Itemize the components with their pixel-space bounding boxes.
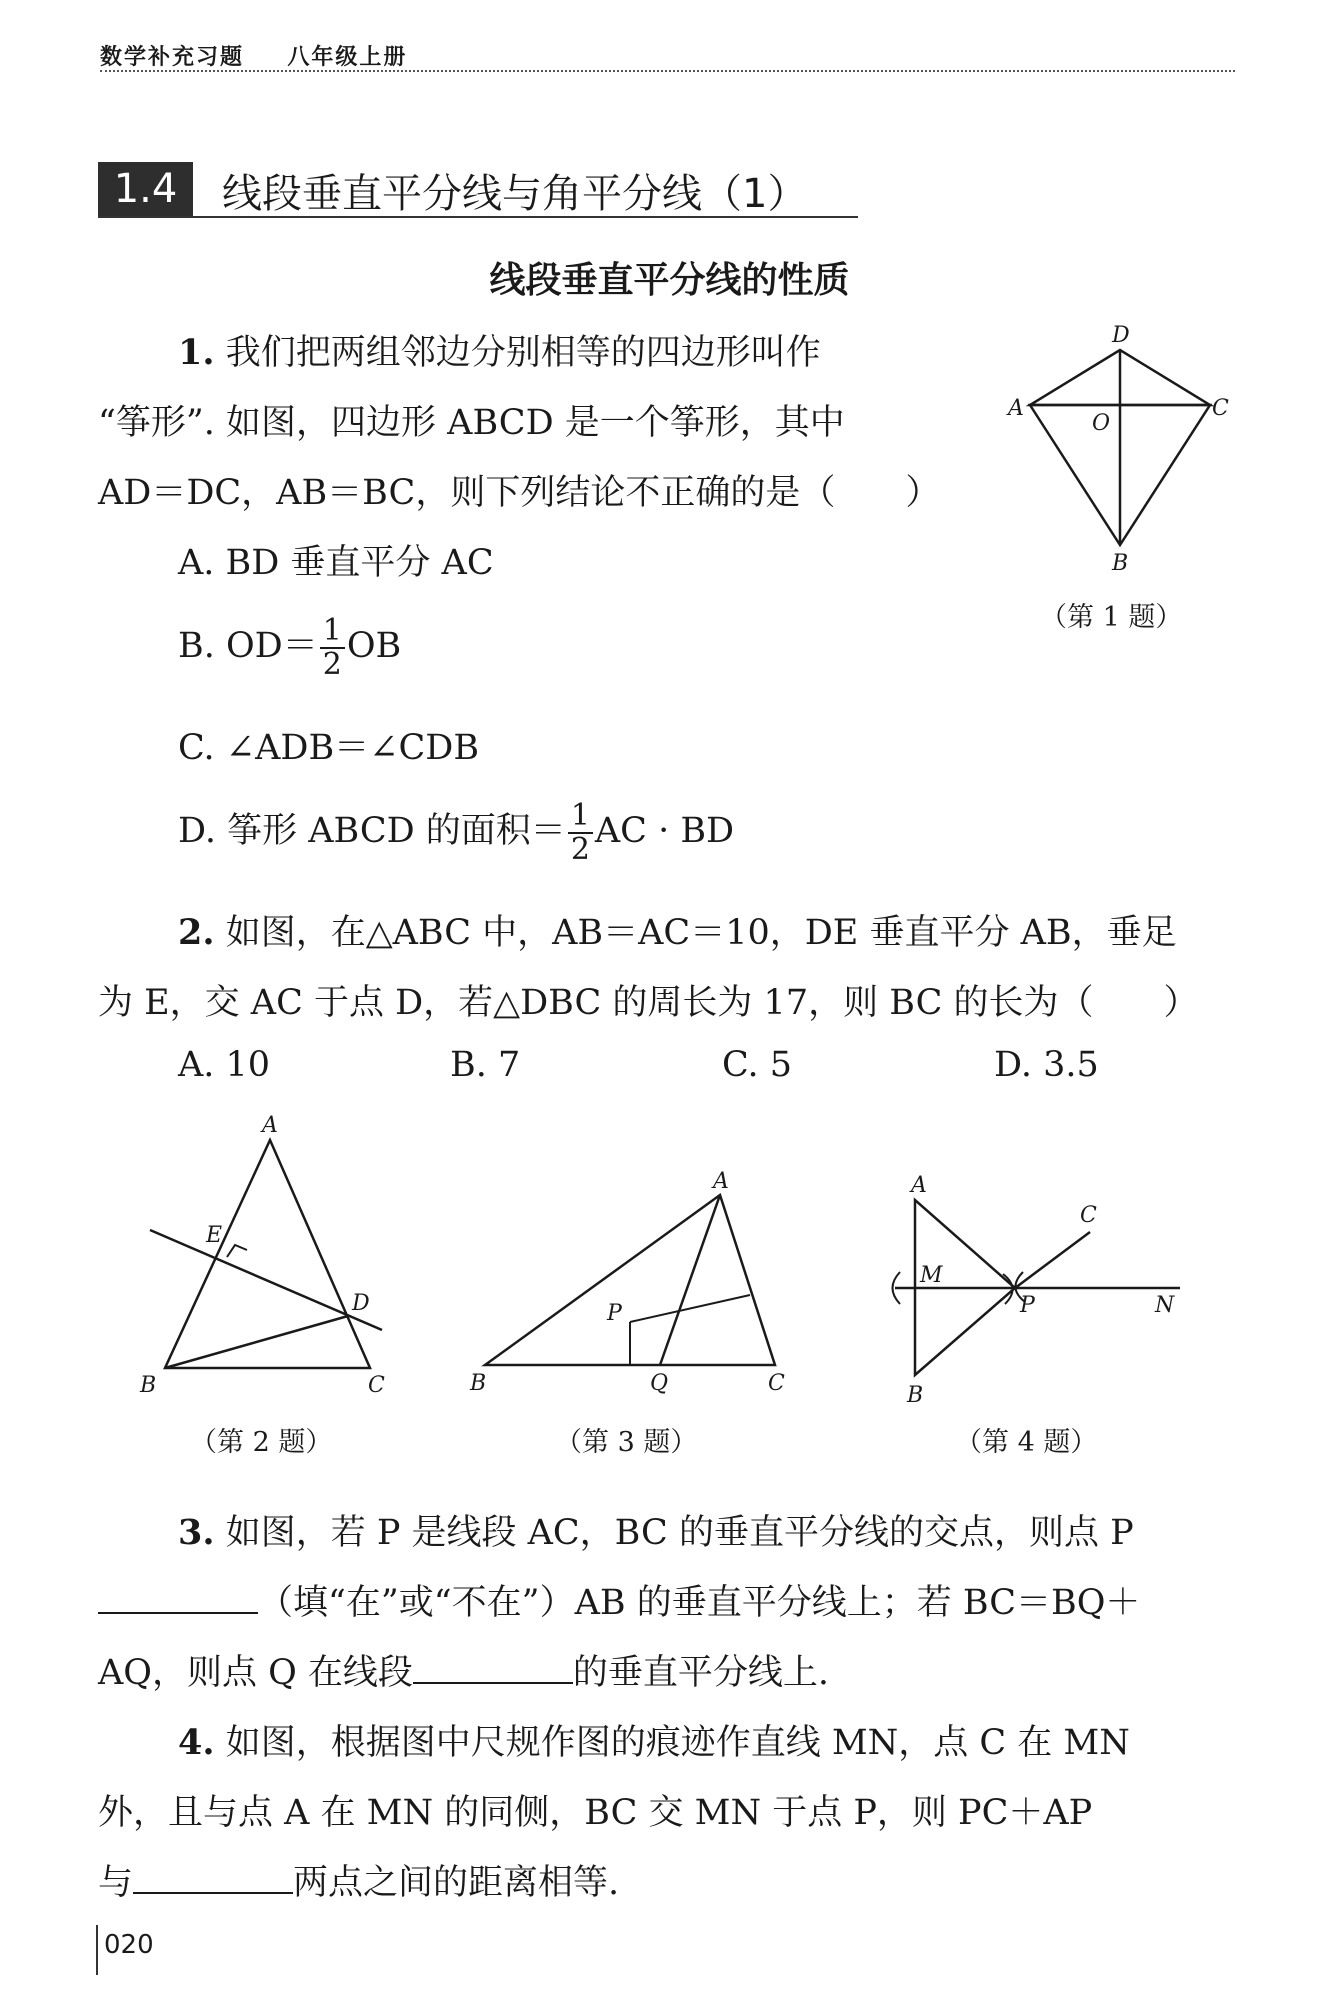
- label-o: O: [1092, 411, 1111, 436]
- header-divider: [100, 70, 1235, 72]
- q2-line2: 为 E，交 AC 于点 D，若△DBC 的周长为 17，则 BC 的长为（ ）: [98, 983, 1199, 1023]
- triangle-abc: [165, 1140, 370, 1368]
- q1-caption: （第 1 题）: [1040, 602, 1183, 633]
- label-a: A: [713, 1169, 729, 1194]
- q1-line2: “筝形”. 如图，四边形 ABCD 是一个筝形，其中: [98, 403, 845, 443]
- q2-number: 2.: [178, 912, 215, 953]
- label-a: A: [262, 1113, 278, 1138]
- q1-figure-kite: [990, 320, 1230, 580]
- q2-figure: [130, 1110, 410, 1410]
- q1-line3: AD＝DC，AB＝BC，则下列结论不正确的是（ ）: [98, 473, 941, 513]
- label-p: P: [1020, 1293, 1035, 1318]
- label-q: Q: [650, 1371, 669, 1396]
- q4-text1: 如图，根据图中尺规作图的痕迹作直线 MN，点 C 在 MN: [225, 1723, 1130, 1763]
- label-d: D: [1112, 323, 1130, 348]
- q1-option-a: A. BD 垂直平分 AC: [178, 543, 494, 583]
- q3-line3: [98, 1645, 829, 1695]
- grade-label: 八年级上册: [287, 45, 408, 70]
- section-subtitle: 线段垂直平分线的性质: [489, 260, 850, 301]
- running-header: [100, 40, 407, 71]
- q1-option-d-fraction: [568, 800, 593, 865]
- label-b: B: [907, 1383, 924, 1408]
- q4-text3b: 两点之间的距离相等.: [293, 1863, 620, 1903]
- q1-option-d: [178, 800, 734, 865]
- q1-option-b-post: OB: [346, 626, 402, 666]
- q1-option-b-fraction: [320, 615, 345, 680]
- label-b: B: [1112, 551, 1129, 576]
- label-m: M: [920, 1263, 943, 1288]
- q1-option-d-num: 1: [568, 800, 593, 834]
- book-title: 数学补充习题: [100, 45, 245, 70]
- q4-line1: [178, 1715, 1130, 1765]
- q3-line1: [178, 1505, 1134, 1555]
- label-c: C: [1212, 396, 1229, 421]
- page-number-bar: [96, 1925, 98, 1975]
- q3-text3b: 的垂直平分线上.: [572, 1653, 830, 1693]
- q4-caption: （第 4 题）: [955, 1427, 1098, 1458]
- q4-line2: 外，且与点 A 在 MN 的同侧，BC 交 MN 于点 P，则 PC＋AP: [98, 1793, 1093, 1833]
- q1-option-d-pre: D. 筝形 ABCD 的面积＝: [178, 811, 566, 851]
- q2-caption: （第 2 题）: [190, 1427, 333, 1458]
- q3-figure: [465, 1160, 795, 1410]
- q4-number: 4.: [178, 1722, 215, 1763]
- q1-option-b-den: 2: [322, 646, 342, 682]
- label-c: C: [768, 1371, 785, 1396]
- section-underline: [98, 216, 858, 218]
- right-angle-mark: [227, 1245, 247, 1257]
- q3-text1: 如图，若 P 是线段 AC，BC 的垂直平分线的交点，则点 P: [225, 1513, 1134, 1553]
- section-number: 1.4: [98, 162, 193, 216]
- label-c: C: [1080, 1203, 1097, 1228]
- label-d: D: [352, 1291, 370, 1316]
- label-n: N: [1155, 1293, 1175, 1318]
- q2-text1: 如图，在△ABC 中，AB＝AC＝10，DE 垂直平分 AB，垂足: [225, 913, 1177, 953]
- q1-line1: [178, 325, 821, 375]
- q2-line1: [178, 905, 1177, 955]
- q3-text3a: AQ，则点 Q 在线段: [98, 1653, 413, 1693]
- ray-pc: [1015, 1232, 1090, 1288]
- q1-option-b-pre: B. OD＝: [178, 626, 318, 666]
- q1-option-c: C. ∠ADB＝∠CDB: [178, 728, 480, 768]
- label-a: A: [911, 1173, 927, 1198]
- label-p: P: [607, 1301, 622, 1326]
- q1-option-d-post: AC · BD: [594, 811, 735, 851]
- q1-option-b-num: 1: [320, 615, 345, 649]
- q2-option-c: C. 5: [722, 1045, 793, 1085]
- q3-blank-1[interactable]: [98, 1584, 258, 1614]
- q2-option-a: A. 10: [178, 1045, 271, 1085]
- q3-number: 3.: [178, 1512, 215, 1553]
- label-b: B: [140, 1373, 157, 1398]
- label-b: B: [470, 1371, 487, 1396]
- page-number: 020: [104, 1930, 154, 1960]
- q4-line3: [98, 1855, 619, 1905]
- label-a: A: [1008, 396, 1024, 421]
- q1-number: 1.: [178, 332, 215, 373]
- q1-text1: 我们把两组邻边分别相等的四边形叫作: [225, 333, 821, 373]
- q3-caption: （第 3 题）: [555, 1427, 698, 1458]
- q3-blank-2[interactable]: [413, 1654, 573, 1684]
- label-c: C: [368, 1373, 385, 1398]
- section-title: 线段垂直平分线与角平分线（1）: [222, 171, 808, 217]
- perp-bisector-ac: [630, 1295, 750, 1322]
- q4-blank[interactable]: [133, 1864, 293, 1894]
- q3-text2: （填“在”或“不在”）AB 的垂直平分线上；若 BC＝BQ＋: [258, 1583, 1141, 1623]
- segment-bd: [165, 1316, 348, 1368]
- segment-aq: [660, 1195, 720, 1365]
- q2-option-b: B. 7: [450, 1045, 521, 1085]
- q3-line2: [98, 1575, 1140, 1625]
- q4-text3a: 与: [98, 1863, 134, 1903]
- q1-option-b: [178, 615, 401, 680]
- label-e: E: [206, 1223, 223, 1248]
- q2-option-d: D. 3.5: [994, 1045, 1099, 1085]
- q1-option-d-den: 2: [570, 831, 590, 867]
- q4-figure: [855, 1170, 1195, 1410]
